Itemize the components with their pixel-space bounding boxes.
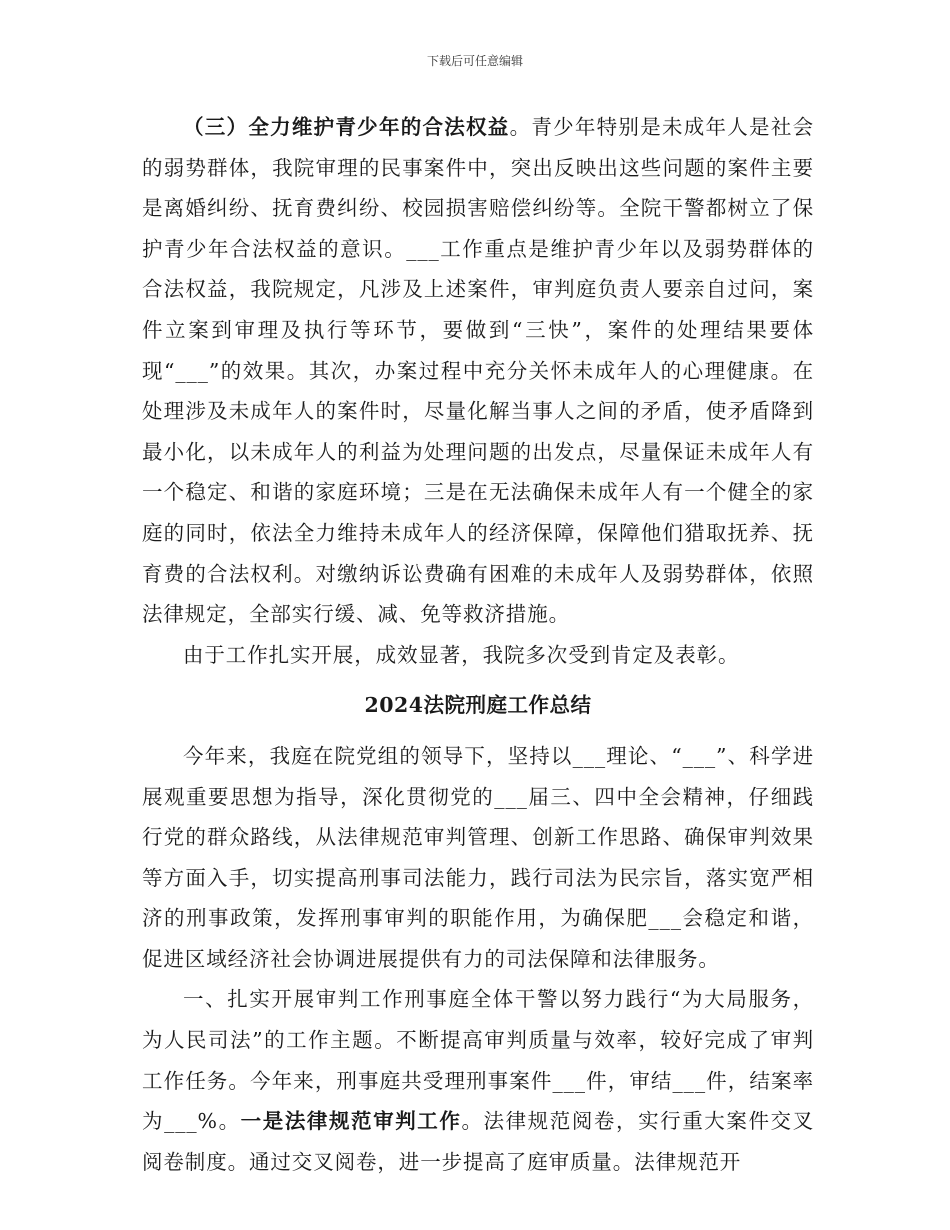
paragraph-summary: 由于工作扎实开展，成效显著，我院多次受到肯定及表彰。 bbox=[183, 642, 740, 667]
page-header: 下载后可任意编辑 bbox=[426, 54, 523, 68]
paragraph-trial-intro: 一、扎实开展审判工作刑事庭全体干警以努力践行“为大局服务，为人民司法”的工作主题。不断提高审判质量与效率，较好完成了审判工作任务。今年来，刑事庭共受理刑事案件___件，审结___件，结案率为___%。 bbox=[142, 987, 814, 1134]
paragraph-trial-rest: 。法律规范阅卷，实行重大案件交叉阅卷制度。通过交叉阅卷，进一步提高了庭审质量。法律规范开 bbox=[142, 1109, 815, 1174]
document-body bbox=[142, 107, 814, 1182]
section-heading: （三）全力维护青少年的合法权益 bbox=[183, 115, 510, 139]
paragraph-section-three bbox=[142, 107, 814, 635]
paragraph-intro: 今年来，我庭在院党组的领导下，坚持以___理论、“___”、科学进展观重要思想为指导，深化贯彻党的___届三、四中全会精神，仔细践行党的群众路线，从法律规范审判管理、创新工作思路、确保审判效果等方面入手，切实提高刑事司法能力，践行司法为民宗旨，落实宽严相济的刑事政策，发挥刑事审判的职能作用，为确保肥___会稳定和谐，促进区域经济社会协调进展提供有力的司法保障和法律服务。 bbox=[142, 743, 814, 971]
paragraph-trial-work bbox=[142, 979, 814, 1182]
section-body: 。青少年特别是未成年人是社会的弱势群体，我院审理的民事案件中，突出反映出这些问题的案件主要是离婚纠纷、抚育费纠纷、校园损害赔偿纠纷等。全院干警都树立了保护青少年合法权益的意识。___工作重点是维护青少年以及弱势群体的合法权益，我院规定，凡涉及上述案件，审判庭负责人要亲自过问，案件立案到审理及执行等环节，要做到“三快”，案件的处理结果要体现“___”的效果。其次，办案过程中充分关怀未成年人的心理健康。在处理涉及未成年人的案件时，尽量化解当事人之间的矛盾，使矛盾降到最小化，以未成年人的利益为处理问题的出发点，尽量保证未成年人有一个稳定、和谐的家庭环境；三是在无法确保未成年人有一个健全的家庭的同时，依法全力维持未成年人的经济保障，保障他们猎取抚养、抚育费的合法权利。对缴纳诉讼费确有困难的未成年人及弱势群体，依照法律规定，全部实行缓、减、免等救济措施。 bbox=[142, 115, 815, 627]
bold-point-one: 一是法律规范审判工作 bbox=[240, 1109, 462, 1134]
document-title: 2024法院刑庭工作总结 bbox=[364, 693, 592, 718]
